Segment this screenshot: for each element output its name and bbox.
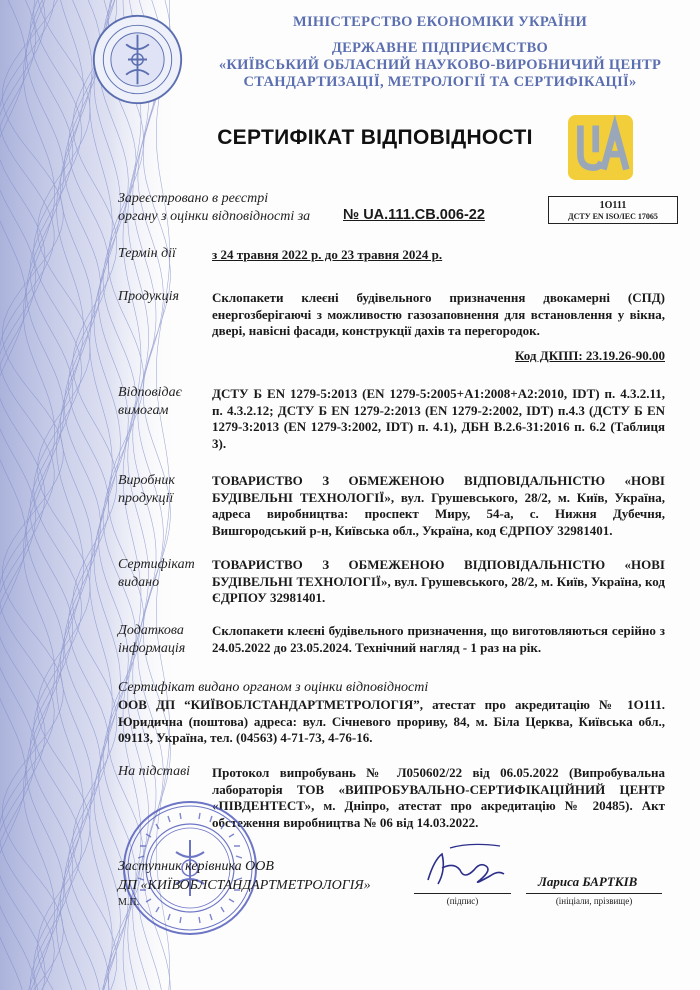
basis-label: На підставі xyxy=(118,764,191,779)
signature-line xyxy=(414,893,511,894)
name-caption: (ініціали, прізвище) xyxy=(555,896,633,906)
term-label: Термін дії xyxy=(118,246,176,261)
accreditation-standard: ДСТУ EN ISO/IEC 17065 xyxy=(568,212,658,221)
additional-info-value: Склопакети клеєні будівельного призначення, що виготовляються серійно з 24.05.2022 до 23.05.2024. Технічний нагляд - 1 раз на рік. xyxy=(212,623,665,655)
handwritten-signature xyxy=(420,840,510,895)
signatory-position: Заступник керівника ООВ ДП «КИЇВОБЛСТАНДАРТМЕТРОЛОГІЯ» xyxy=(118,859,371,893)
term-value: з 24 травня 2022 р. до 23 травня 2024 р. xyxy=(212,247,443,262)
basis-value: Протокол випробувань № Л050602/22 від 06.05.2022 (Випробувальна лабораторія ТОВ «ВИПРОБУВАЛЬНО-СЕРТИФІКАЦІЙНИЙ ЦЕНТР «ПІВДЕНТЕСТ», м. Дніпро, атестат про акредитацію № 20485). Акт обстеження виробництва № 06 від 14.03.2022. xyxy=(212,765,665,830)
manufacturer-value: ТОВАРИСТВО З ОБМЕЖЕНОЮ ВІДПОВІДАЛЬНІСТЮ «НОВІ БУДІВЕЛЬНІ ТЕХНОЛОГІЇ», вул. Грушевського, 28/2, м. Київ, Україна, адреса виробництва: проспект Миру, 54-а, с. Нижня Дубечня, Вишгородський р-н, Київська обл., Україна, код ЄДРПОУ 32981401. xyxy=(212,473,665,538)
product-code: Код ДКПП: 23.19.26-90.00 xyxy=(515,348,665,363)
center-name-line2: СТАНДАРТИЗАЦІЇ, МЕТРОЛОГІЇ ТА СЕРТИФІКАЦІЇ» xyxy=(243,74,637,90)
manufacturer-label: Виробник продукції xyxy=(118,473,175,506)
certificate-title: СЕРТИФІКАТ ВІДПОВІДНОСТІ xyxy=(217,126,533,149)
issued-to-value: ТОВАРИСТВО З ОБМЕЖЕНОЮ ВІДПОВІДАЛЬНІСТЮ «НОВІ БУДІВЕЛЬНІ ТЕХНОЛОГІЇ», вул. Грушевського, 28/2, м. Київ, Україна, код ЄДРПОУ 32981401. xyxy=(212,557,665,605)
signature-caption: (підпис) xyxy=(446,896,479,906)
issued-to-label: Сертифікат видано xyxy=(118,557,195,590)
issuer-value: ООВ ДП “КИЇВОБЛСТАНДАРТМЕТРОЛОГІЯ”, атестат про акредитацію № 1О111. Юридична (поштова) адреса: вул. Січневого прориву, 84, м. Біла Церква, Київська обл., 09113, Україна, тел. (04563) 4-71-73, 4-76-16. xyxy=(118,697,665,745)
requirements-label: Відповідає вимогам xyxy=(118,385,182,418)
registration-label: Зареєстровано в реєстрі органу з оцінки відповідності за xyxy=(118,191,311,224)
stamp-place-mark: М.П. xyxy=(118,897,140,908)
center-name-line1: «КИЇВСЬКИЙ ОБЛАСНИЙ НАУКОВО-ВИРОБНИЧИЙ ЦЕНТР xyxy=(218,57,662,73)
product-label: Продукція xyxy=(118,289,179,304)
ua-conformity-mark-icon xyxy=(567,114,634,181)
requirements-value: ДСТУ Б EN 1279-5:2013 (EN 1279-5:2005+A1:2008+A2:2010, IDT) п. 4.3.2.11, п. 4.3.2.12; ДСТУ Б EN 1279-2:2013 (EN 1279-2:2002, IDT) п.4.3 (ДСТУ Б EN 1279-3:2013 (EN 1279-3:2002, IDT) п. 4.1), ДБН В.2.6-31:2016 п. 6.2 (Таблиця 3). xyxy=(212,386,665,451)
accreditation-code: 1О111 xyxy=(599,200,627,211)
metrology-emblem xyxy=(90,12,185,107)
signatory-name: Лариса БАРТКІВ xyxy=(538,874,638,889)
registration-number: № UA.111.CB.006-22 xyxy=(343,207,485,223)
ministry-header: МІНІСТЕРСТВО ЕКОНОМІКИ УКРАЇНИ xyxy=(292,14,588,30)
name-line xyxy=(526,893,662,894)
additional-info-label: Додаткова інформація xyxy=(118,623,186,656)
accreditation-box xyxy=(548,196,678,224)
enterprise-header: ДЕРЖАВНЕ ПІДПРИЄМСТВО xyxy=(331,40,549,56)
issuer-label: Сертифікат видано органом з оцінки відповідності xyxy=(118,680,429,695)
product-value: Склопакети клеєні будівельного призначення двокамерні (СПД) енергозберігаючі з можливостю газозаповнення для встановлення у вікна, двері, навісні фасади, конструкції дахів та перегородок. xyxy=(212,290,665,338)
